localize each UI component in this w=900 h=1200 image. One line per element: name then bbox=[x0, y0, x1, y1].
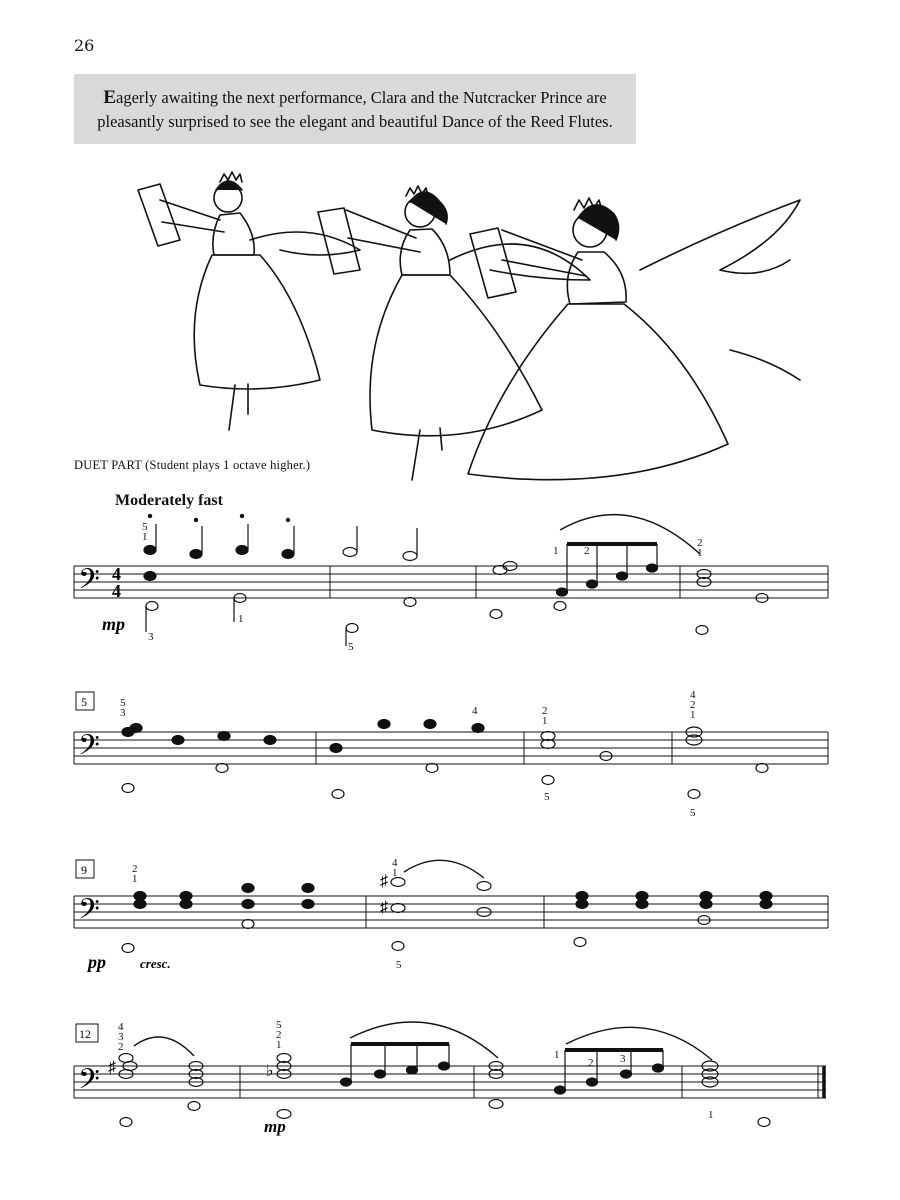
dynamic-mp: mp bbox=[102, 614, 126, 634]
intro-line-2: pleasantly surprised to see the elegant and beautiful Dance of the Reed Flutes. bbox=[97, 112, 613, 131]
fingering: 5 bbox=[120, 697, 126, 709]
note bbox=[346, 624, 358, 633]
staff-system-1 bbox=[0, 510, 900, 650]
fingering: 5 bbox=[544, 791, 550, 803]
fingering: 2 bbox=[588, 1057, 594, 1069]
note bbox=[489, 1100, 503, 1109]
bass-clef-icon: 𝄢 bbox=[78, 731, 100, 768]
fingering: 4 bbox=[118, 1021, 124, 1033]
note bbox=[621, 1070, 632, 1078]
fingering: 4 bbox=[690, 689, 696, 701]
sharp-icon: ♯ bbox=[108, 1059, 116, 1076]
bass-clef-icon: 𝄢 bbox=[78, 565, 100, 602]
fingering: 3 bbox=[120, 707, 126, 719]
note bbox=[144, 572, 156, 581]
sharp-icon: ♯ bbox=[380, 873, 388, 890]
note bbox=[758, 1118, 770, 1127]
note bbox=[134, 900, 146, 909]
note bbox=[647, 564, 658, 572]
fingering: 2 bbox=[697, 537, 703, 549]
intro-text-box bbox=[74, 74, 636, 144]
note bbox=[341, 1078, 352, 1086]
note bbox=[392, 942, 404, 951]
note bbox=[236, 546, 248, 555]
note bbox=[122, 944, 134, 953]
staff-system-2 bbox=[0, 676, 900, 816]
fingering: 2 bbox=[542, 705, 548, 717]
fingering: 4 bbox=[392, 857, 398, 869]
note bbox=[653, 1064, 664, 1072]
note bbox=[636, 900, 648, 909]
fingering: 1 bbox=[142, 531, 148, 543]
note bbox=[302, 884, 314, 893]
fingering: 5 bbox=[396, 959, 402, 971]
note bbox=[264, 736, 276, 745]
fingering: 3 bbox=[620, 1053, 626, 1065]
page-number: 26 bbox=[74, 36, 95, 55]
time-signature-top: 4 bbox=[112, 564, 121, 584]
slur bbox=[350, 1022, 498, 1058]
tempo-marking: Moderately fast bbox=[115, 492, 223, 509]
note bbox=[696, 626, 708, 635]
note bbox=[330, 744, 342, 753]
fingering: 4 bbox=[472, 705, 478, 717]
note bbox=[282, 550, 294, 559]
staff-lines bbox=[74, 732, 828, 764]
note bbox=[130, 724, 142, 733]
note bbox=[172, 736, 184, 745]
note bbox=[242, 900, 254, 909]
slur bbox=[566, 1027, 712, 1060]
note bbox=[426, 764, 438, 773]
slur bbox=[404, 860, 484, 878]
fingering: 1 bbox=[697, 547, 703, 559]
fingering: 2 bbox=[690, 699, 696, 711]
note bbox=[302, 900, 314, 909]
note bbox=[242, 884, 254, 893]
ballerinas-illustration bbox=[120, 160, 820, 490]
note bbox=[190, 550, 202, 559]
note bbox=[688, 790, 700, 799]
fingering: 2 bbox=[118, 1041, 124, 1053]
fingering: 2 bbox=[584, 545, 590, 557]
fingering: 1 bbox=[708, 1109, 714, 1121]
note bbox=[477, 882, 491, 891]
intro-dropcap: E bbox=[103, 87, 117, 108]
measure-number: 12 bbox=[79, 1027, 91, 1041]
fingering: 2 bbox=[132, 863, 138, 875]
dancer-2 bbox=[318, 186, 590, 480]
note bbox=[617, 572, 628, 580]
bass-clef-icon: 𝄢 bbox=[78, 895, 100, 932]
bass-clef-icon: 𝄢 bbox=[78, 1065, 100, 1102]
note bbox=[555, 1086, 566, 1094]
intro-line-1: agerly awaiting the next performance, Clara and the Nutcracker Prince are bbox=[116, 88, 607, 107]
dancer-3 bbox=[468, 198, 800, 480]
dynamic-mp: mp bbox=[264, 1117, 286, 1136]
note bbox=[587, 580, 598, 588]
note bbox=[439, 1062, 450, 1070]
note bbox=[403, 552, 417, 561]
fingering: 1 bbox=[690, 709, 696, 721]
slur bbox=[560, 515, 700, 554]
note bbox=[407, 1066, 418, 1074]
duet-part-label: DUET PART (Student plays 1 octave higher.) bbox=[74, 458, 311, 472]
note bbox=[343, 548, 357, 557]
note bbox=[424, 720, 436, 729]
note bbox=[557, 588, 568, 596]
fingering: 1 bbox=[542, 715, 548, 727]
fingering: 1 bbox=[238, 613, 244, 625]
fingering: 5 bbox=[690, 807, 696, 816]
note bbox=[242, 920, 254, 929]
note bbox=[122, 784, 134, 793]
note bbox=[542, 776, 554, 785]
note bbox=[576, 900, 588, 909]
dynamic-pp: pp bbox=[88, 952, 106, 972]
note bbox=[180, 900, 192, 909]
fingering: 1 bbox=[132, 873, 138, 885]
note bbox=[756, 764, 768, 773]
note bbox=[378, 720, 390, 729]
measure-number: 9 bbox=[81, 863, 87, 877]
note bbox=[332, 790, 344, 799]
fingering: 1 bbox=[554, 1049, 560, 1061]
fingering: 1 bbox=[553, 545, 559, 557]
slur bbox=[134, 1037, 194, 1056]
note bbox=[574, 938, 586, 947]
note bbox=[391, 904, 405, 913]
fingering: 2 bbox=[276, 1029, 282, 1041]
note bbox=[146, 602, 158, 611]
note bbox=[144, 546, 156, 555]
note bbox=[188, 1102, 200, 1111]
note bbox=[404, 598, 416, 607]
fingering: 3 bbox=[118, 1031, 124, 1043]
staff-system-4 bbox=[0, 1010, 900, 1150]
note bbox=[760, 900, 772, 909]
fingering: 5 bbox=[142, 521, 148, 533]
dynamic-cresc: cresc. bbox=[140, 956, 171, 971]
fingering: 1 bbox=[276, 1039, 282, 1051]
note bbox=[587, 1078, 598, 1086]
time-signature-bottom: 4 bbox=[112, 581, 121, 601]
note bbox=[472, 724, 484, 733]
note bbox=[375, 1070, 386, 1078]
staff-lines bbox=[74, 566, 828, 598]
note bbox=[120, 1118, 132, 1127]
measure-number: 5 bbox=[81, 695, 87, 709]
note bbox=[700, 900, 712, 909]
fingering: 3 bbox=[148, 631, 154, 643]
sharp-icon: ♯ bbox=[380, 899, 388, 916]
staff-system-3 bbox=[0, 850, 900, 990]
note bbox=[554, 602, 566, 611]
note bbox=[218, 732, 230, 741]
flat-icon: ♭ bbox=[266, 1063, 274, 1080]
note bbox=[490, 610, 502, 619]
note bbox=[493, 566, 507, 575]
fingering: 5 bbox=[348, 641, 354, 650]
fingering: 5 bbox=[276, 1019, 282, 1031]
note bbox=[216, 764, 228, 773]
fingering: 1 bbox=[392, 867, 398, 879]
